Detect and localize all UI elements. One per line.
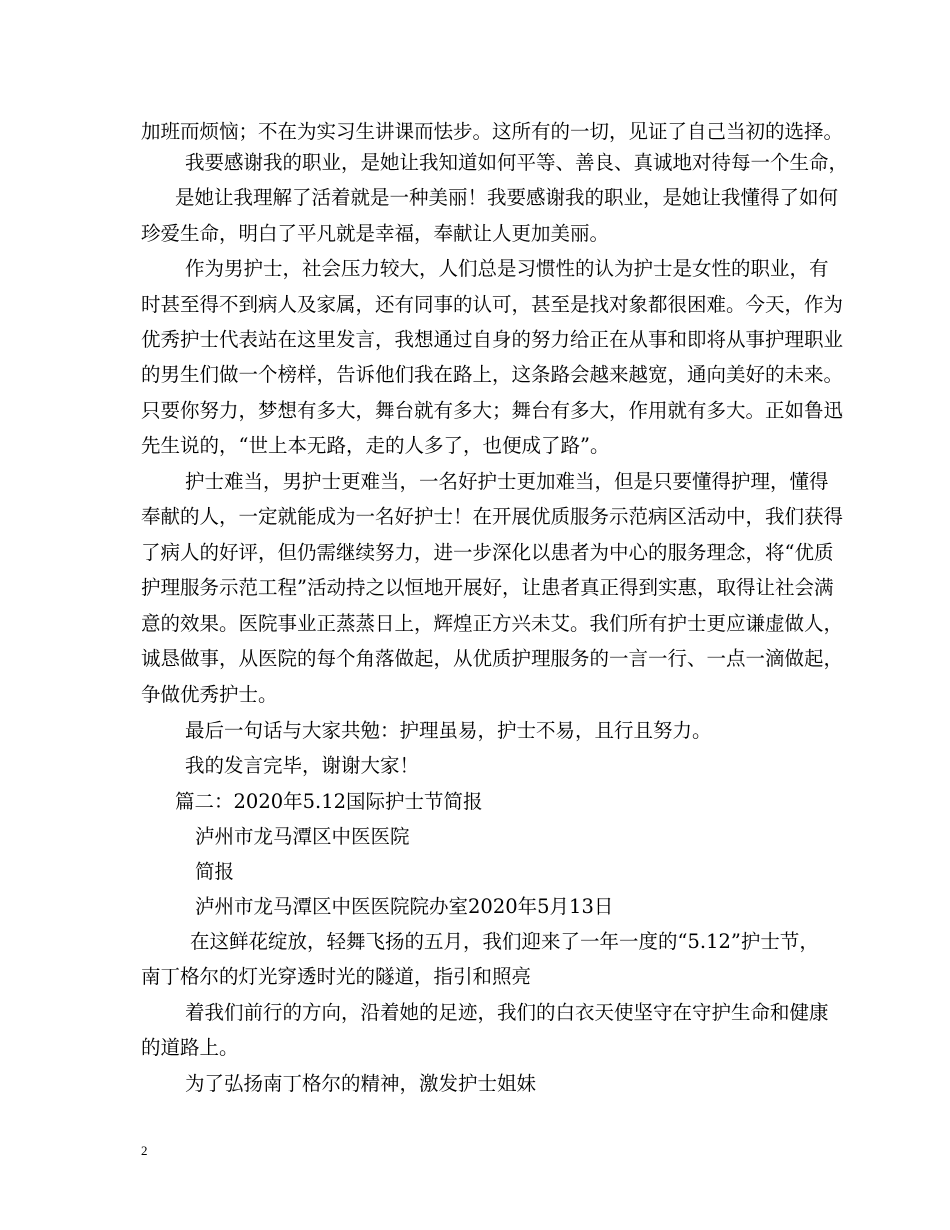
text-line: 我的发言完毕，谢谢大家！ xyxy=(185,754,420,777)
text-line: 时甚至得不到病人及家属，还有同事的认可，甚至是找对象都很困难。今天，作为 xyxy=(141,293,844,316)
text-line: 护士难当，男护士更难当，一名好护士更加难当，但是只要懂得护理，懂得 xyxy=(185,470,829,493)
text-line: 了病人的好评，但仍需继续努力，进一步深化以患者为中心的服务理念，将“优质 xyxy=(141,541,834,564)
text-line: 的道路上。 xyxy=(141,1036,239,1059)
issuer-date: 泸州市龙马潭区中医医院院办室2020年5月13日 xyxy=(195,895,614,918)
text-line: 只要你努力，梦想有多大，舞台就有多大；舞台有多大，作用就有多大。正如鲁迅 xyxy=(141,399,844,422)
hospital-name: 泸州市龙马潭区中医医院 xyxy=(195,825,410,848)
section-heading: 篇二：2020年5.12国际护士节简报 xyxy=(175,790,483,813)
text-line: 是她让我理解了活着就是一种美丽！我要感谢我的职业，是她让我懂得了如何 xyxy=(175,186,839,209)
text-line: 优秀护士代表站在这里发言，我想通过自身的努力给正在从事和即将从事护理职业 xyxy=(141,328,844,351)
text-line: 着我们前行的方向，沿着她的足迹，我们的白衣天使坚守在守护生命和健康 xyxy=(185,1001,829,1024)
text-line: 先生说的，“世上本无路，走的人多了，也便成了路”。 xyxy=(141,434,610,457)
text-line: 护理服务示范工程”活动持之以恒地开展好，让患者真正得到实惠，取得让社会满 xyxy=(141,576,834,599)
text-line: 为了弘扬南丁格尔的精神，激发护士姐妹 xyxy=(185,1072,537,1095)
text-line: 意的效果。医院事业正蒸蒸日上，辉煌正方兴未艾。我们所有护士更应谦虚做人， xyxy=(141,612,844,635)
text-line: 作为男护士，社会压力较大，人们总是习惯性的认为护士是女性的职业，有 xyxy=(185,257,829,280)
text-line: 我要感谢我的职业，是她让我知道如何平等、善良、真诚地对待每一个生命， xyxy=(185,151,849,174)
text-line: 加班而烦恼；不在为实习生讲课而怯步。这所有的一切，见证了自己当初的选择。 xyxy=(141,120,844,143)
text-line: 诚恳做事，从医院的每个角落做起，从优质护理服务的一言一行、一点一滴做起， xyxy=(141,647,844,670)
text-line: 珍爱生命，明白了平凡就是幸福，奉献让人更加美丽。 xyxy=(141,222,610,245)
brief-label: 简报 xyxy=(195,860,235,883)
text-line: 奉献的人，一定就能成为一名好护士！在开展优质服务示范病区活动中，我们获得 xyxy=(141,505,844,528)
text-line: 南丁格尔的灯光穿透时光的隧道，指引和照亮 xyxy=(141,965,532,988)
text-line: 最后一句话与大家共勉：护理虽易，护士不易，且行且努力。 xyxy=(185,719,712,742)
text-line: 在这鲜花绽放，轻舞飞扬的五月，我们迎来了一年一度的“5.12”护士节， xyxy=(190,930,819,953)
text-line: 争做优秀护士。 xyxy=(141,683,278,706)
text-line: 的男生们做一个榜样，告诉他们我在路上，这条路会越来越宽，通向美好的未来。 xyxy=(141,363,844,386)
page-number: 2 xyxy=(141,1143,148,1158)
